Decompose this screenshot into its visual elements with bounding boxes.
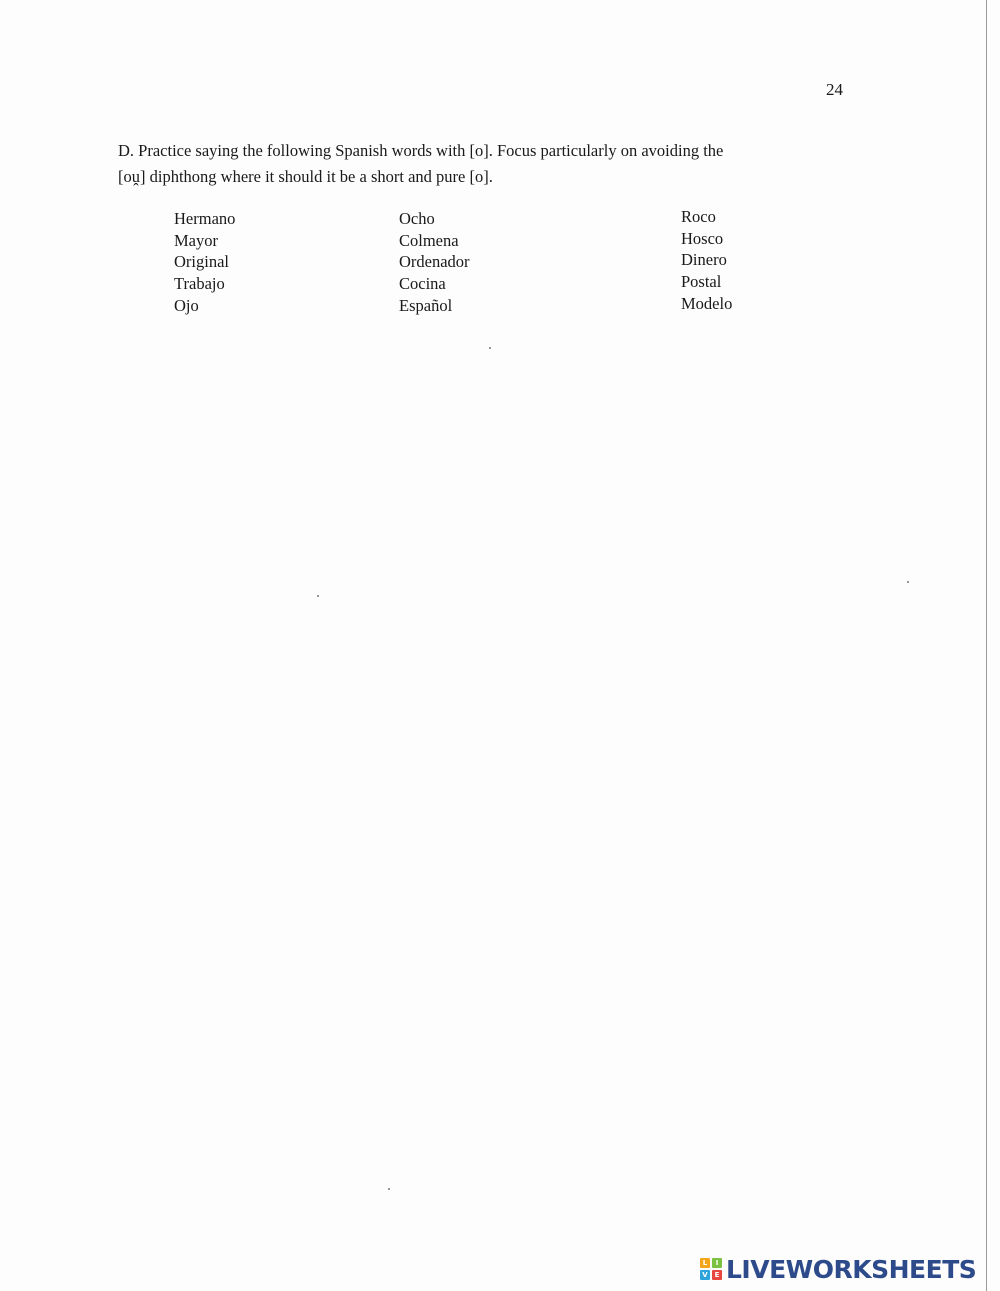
word-item: Postal: [681, 272, 722, 292]
word-item: Modelo: [681, 293, 733, 313]
word-item: Español: [399, 295, 453, 315]
scan-speck: [317, 595, 319, 597]
word-item: Colmena: [399, 230, 459, 250]
word-item: Hermano: [174, 209, 236, 228]
word-column-2: [399, 208, 470, 317]
instructions-line-1: D. Practice saying the following Spanish words with [o]. Focus particularly on avoiding the: [118, 141, 724, 160]
word-item: Ojo: [174, 295, 199, 315]
scan-speck: [489, 347, 491, 349]
page-edge-line: [986, 0, 987, 1291]
word-item: Hosco: [681, 228, 724, 248]
watermark-text: LIVEWORKSHEETS: [726, 1254, 977, 1284]
logo-tile: E: [712, 1270, 722, 1280]
scan-speck: [388, 1188, 390, 1190]
scan-speck: [907, 581, 909, 583]
word-item: Original: [174, 252, 229, 272]
instructions-line-2: [oṷ] diphthong where it should it be a short and pure [o].: [118, 167, 493, 186]
word-item: Ocho: [399, 209, 435, 228]
logo-tile: V: [700, 1270, 710, 1280]
liveworksheets-watermark: [700, 1254, 976, 1284]
word-item: Trabajo: [174, 274, 225, 294]
word-item: Ordenador: [399, 252, 470, 272]
word-item: Mayor: [174, 230, 218, 250]
word-list: [174, 208, 794, 328]
word-column-3: [681, 206, 732, 315]
logo-tile: L: [700, 1258, 710, 1268]
word-item: Roco: [681, 207, 716, 226]
word-column-1: [174, 208, 235, 317]
word-item: Cocina: [399, 274, 446, 294]
logo-tile: I: [712, 1258, 722, 1268]
exercise-instructions: [118, 138, 838, 190]
word-item: Dinero: [681, 250, 727, 270]
page-number: 24: [826, 80, 843, 99]
liveworksheets-logo-icon: [700, 1258, 722, 1280]
